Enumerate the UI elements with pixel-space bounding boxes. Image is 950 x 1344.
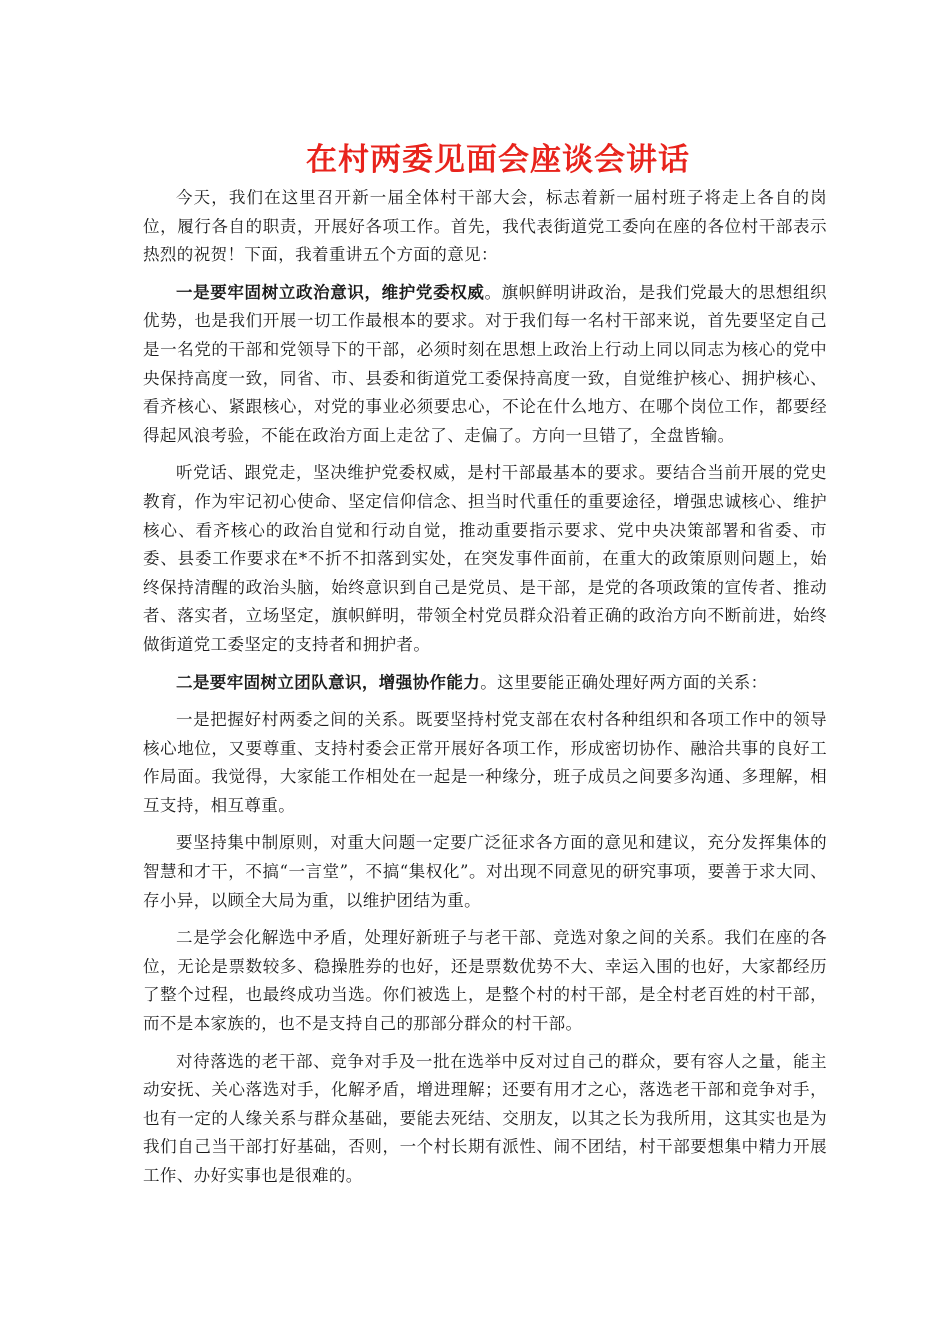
paragraph	[143, 669, 827, 698]
section-heading: 二是要牢固树立团队意识，增强协作能力	[176, 672, 481, 692]
paragraph	[143, 924, 827, 1038]
paragraph	[143, 184, 827, 270]
document-body	[143, 184, 827, 1200]
paragraph-text: 。旗帜鲜明讲政治，是我们党最大的思想组织优势，也是我们开展一切工作最根本的要求。对于我们每一名村干部来说，首先要坚定自己是一名党的干部和党领导下的干部，必须时刻在思想上政治上行动上同以同志为核心的党中央保持高度一致，同省、市、县委和街道党工委保持高度一致，自觉维护核心、拥护核心、看齐核心、紧跟核心，对党的事业必须要忠心，不论在什么地方、在哪个岗位工作，都要经得起风浪考验，不能在政治方面上走岔了、走偏了。方向一旦错了，全盘皆输。	[143, 282, 828, 445]
paragraph	[143, 706, 827, 820]
paragraph	[143, 829, 827, 915]
paragraph-text: 听党话、跟党走，坚决维护党委权威，是村干部最基本的要求。要结合当前开展的党史教育，作为牢记初心使命、坚定信仰信念、担当时代重任的重要途径，增强忠诚核心、维护核心、看齐核心的政治自觉和行动自觉，推动重要指示要求、党中央决策部署和省委、市委、县委工作要求在*不折不扣落到实处，在突发事件面前，在重大的政策原则问题上，始终保持清醒的政治头脑，始终意识到自己是党员、是干部，是党的各项政策的宣传者、推动者、落实者，立场坚定，旗帜鲜明，带领全村党员群众沿着正确的政治方向不断前进，始终做街道党工委坚定的支持者和拥护者。	[143, 463, 827, 654]
paragraph	[143, 1048, 827, 1191]
paragraph	[143, 279, 827, 451]
paragraph-text: 要坚持集中制原则，对重大问题一定要广泛征求各方面的意见和建议，充分发挥集体的智慧和才干，不搞“一言堂”，不搞“集权化”。对出现不同意见的研究事项，要善于求大同、存小异，以顾全大局为重，以维护团结为重。	[143, 833, 827, 910]
paragraph	[143, 459, 827, 659]
paragraph-text: 对待落选的老干部、竞争对手及一批在选举中反对过自己的群众，要有容人之量，能主动安抚、关心落选对手，化解矛盾，增进理解；还要有用才之心，落选老干部和竞争对手，也有一定的人缘关系与群众基础，要能去死结、交朋友，以其之长为我所用，这其实也是为我们自己当干部打好基础，否则，一个村长期有派性、闹不团结，村干部要想集中精力开展工作、办好实事也是很难的。	[143, 1051, 827, 1185]
document-title: 在村两委见面会座谈会讲话	[306, 142, 690, 178]
paragraph-text: 一是把握好村两委之间的关系。既要坚持村党支部在农村各种组织和各项工作中的领导核心地位，又要尊重、支持村委会正常开展好各项工作，形成密切协作、融洽共事的良好工作局面。我觉得，大家能工作相处在一起是一种缘分，班子成员之间要多沟通、多理解，相互支持，相互尊重。	[143, 710, 827, 815]
paragraph-text: 今天，我们在这里召开新一届全体村干部大会，标志着新一届村班子将走上各自的岗位，履行各自的职责，开展好各项工作。首先，我代表街道党工委向在座的各位村干部表示热烈的祝贺！下面，我着重讲五个方面的意见：	[143, 188, 827, 265]
paragraph-text: 二是学会化解选中矛盾，处理好新班子与老干部、竞选对象之间的关系。我们在座的各位，无论是票数较多、稳操胜券的也好，还是票数优势不大、幸运入围的也好，大家都经历了整个过程，也最终成功当选。你们被选上，是整个村的村干部，是全村老百姓的村干部，而不是本家族的，也不是支持自己的那部分群众的村干部。	[143, 928, 827, 1034]
section-heading: 一是要牢固树立政治意识，维护党委权威	[176, 282, 485, 302]
paragraph-text: 。这里要能正确处理好两方面的关系：	[480, 672, 768, 692]
